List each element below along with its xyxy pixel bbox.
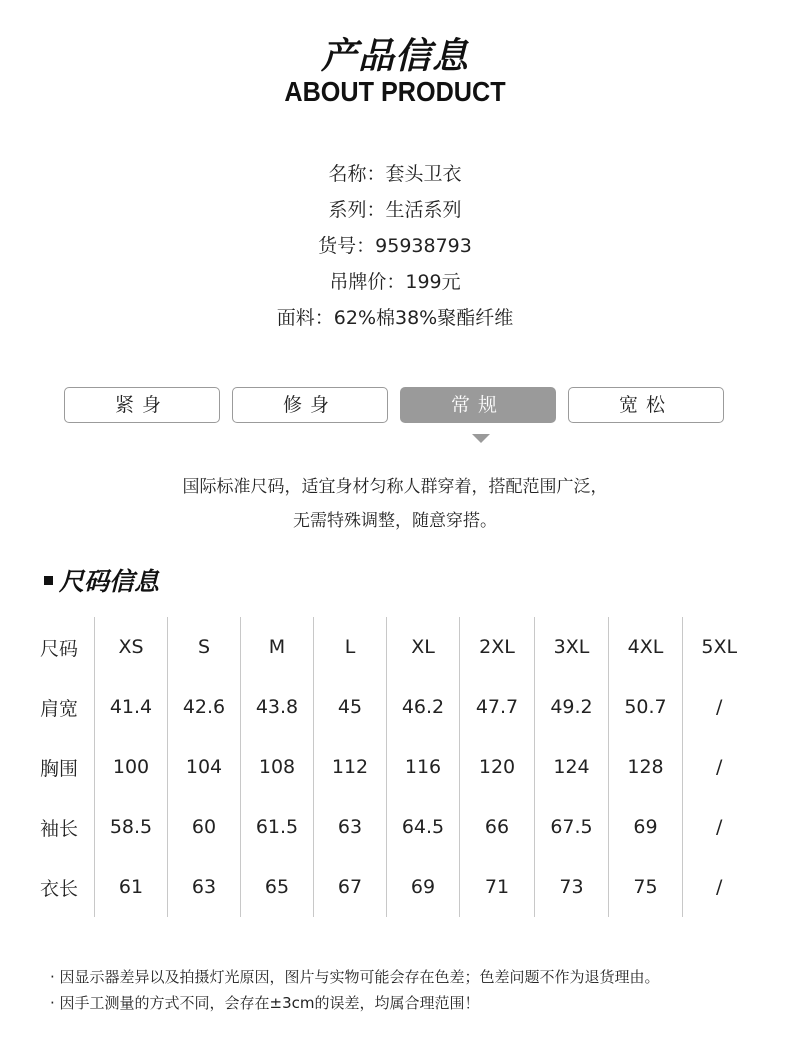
table-cell: 63: [168, 857, 241, 917]
table-cell: 66: [460, 797, 535, 857]
table-cell: 49.2: [535, 677, 609, 737]
row-label-cell: 肩宽: [40, 697, 79, 720]
size-section-heading: [44, 562, 159, 598]
table-cell: 65: [241, 857, 314, 917]
table-header-row: [40, 617, 756, 677]
fit-description-line: 无需特殊调整，随意穿搭。: [293, 511, 497, 531]
square-bullet-icon: [44, 576, 53, 585]
info-price: 吊牌价：199元: [329, 271, 461, 293]
fit-option-regular[interactable]: 常规: [400, 387, 556, 423]
table-cell: 50.7: [609, 677, 683, 737]
table-cell: M: [241, 617, 314, 677]
table-cell: 67.5: [535, 797, 609, 857]
table-cell: 60: [168, 797, 241, 857]
table-cell: 104: [168, 737, 241, 797]
info-fabric: 面料：62%棉38%聚酯纤维: [276, 307, 514, 329]
table-cell: 45: [314, 677, 387, 737]
table-cell: /: [683, 677, 756, 737]
table-cell: 116: [387, 737, 460, 797]
table-cell: L: [314, 617, 387, 677]
table-cell: 43.8: [241, 677, 314, 737]
size-table: [40, 617, 756, 917]
table-cell: 58.5: [95, 797, 168, 857]
table-cell: 2XL: [460, 617, 535, 677]
table-cell: 42.6: [168, 677, 241, 737]
size-heading-label: 尺码信息: [59, 567, 160, 596]
table-cell: 128: [609, 737, 683, 797]
table-row: [40, 797, 756, 857]
fit-option-tight[interactable]: 紧身: [64, 387, 220, 423]
table-cell: 64.5: [387, 797, 460, 857]
table-cell: 47.7: [460, 677, 535, 737]
row-label-cell: 尺码: [40, 637, 79, 660]
table-row: [40, 857, 756, 917]
table-cell: 4XL: [609, 617, 683, 677]
product-info: [0, 156, 790, 336]
table-cell: 67: [314, 857, 387, 917]
table-cell: 75: [609, 857, 683, 917]
fit-selector: [64, 387, 725, 423]
info-name: 名称：套头卫衣: [328, 163, 462, 185]
title-cn: 产品信息: [320, 36, 469, 77]
table-cell: 108: [241, 737, 314, 797]
table-cell: 41.4: [95, 677, 168, 737]
title-en: ABOUT PRODUCT: [284, 76, 506, 107]
table-cell: 3XL: [535, 617, 609, 677]
table-cell: 112: [314, 737, 387, 797]
row-label-cell: 袖长: [40, 817, 79, 840]
row-label-cell: 胸围: [40, 757, 79, 780]
fit-description: [0, 470, 790, 538]
table-cell: 124: [535, 737, 609, 797]
table-cell: 46.2: [387, 677, 460, 737]
note-line: · 因显示器差异以及拍摄灯光原因，图片与实物可能会存在色差；色差问题不作为退货理由。: [50, 968, 660, 986]
table-cell: 61.5: [241, 797, 314, 857]
row-label-cell: 衣长: [40, 877, 79, 900]
table-cell: S: [168, 617, 241, 677]
table-cell: 120: [460, 737, 535, 797]
note-line: · 因手工测量的方式不同，会存在±3cm的误差，均属合理范围！: [50, 994, 480, 1012]
table-cell: 73: [535, 857, 609, 917]
table-cell: /: [683, 737, 756, 797]
table-cell: 100: [95, 737, 168, 797]
fit-option-loose[interactable]: 宽松: [568, 387, 724, 423]
table-cell: 69: [387, 857, 460, 917]
table-cell: /: [683, 797, 756, 857]
table-cell: 71: [460, 857, 535, 917]
table-cell: /: [683, 857, 756, 917]
table-cell: 61: [95, 857, 168, 917]
fit-description-line: 国际标准尺码，适宜身材匀称人群穿着，搭配范围广泛，: [182, 477, 608, 497]
notes: [50, 964, 660, 1016]
table-row: [40, 677, 756, 737]
table-cell: XS: [95, 617, 168, 677]
table-cell: 5XL: [683, 617, 756, 677]
table-row: [40, 737, 756, 797]
table-cell: 69: [609, 797, 683, 857]
table-cell: XL: [387, 617, 460, 677]
fit-option-slim[interactable]: 修身: [232, 387, 388, 423]
info-sku: 货号：95938793: [318, 235, 472, 257]
table-cell: 63: [314, 797, 387, 857]
info-series: 系列：生活系列: [328, 199, 462, 221]
selected-indicator-arrow: [472, 434, 490, 443]
